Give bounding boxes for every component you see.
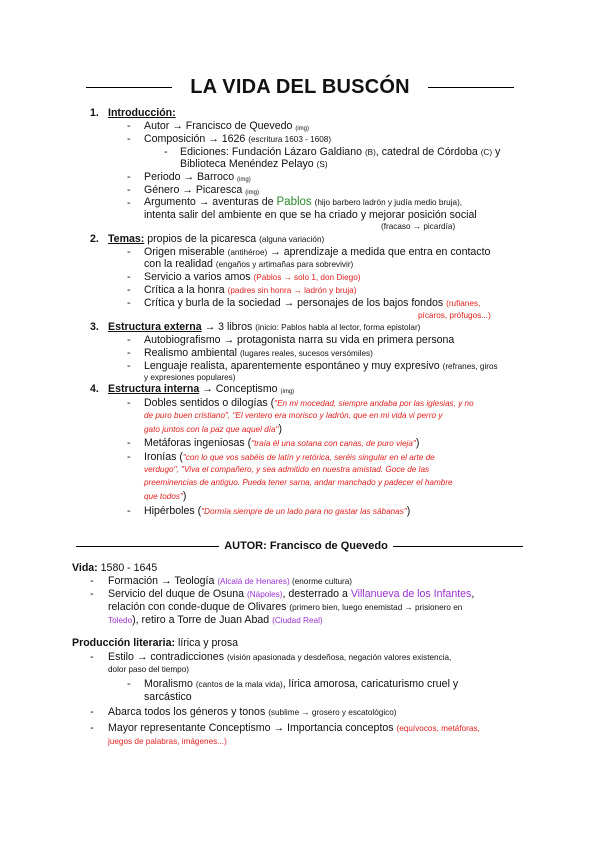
bullet-dash: - — [127, 246, 131, 258]
ediciones-line-1: Ediciones: Fundación Lázaro Galdiano (B), catedral de Córdoba (C) y — [180, 146, 501, 158]
bullet-dash: - — [127, 334, 131, 346]
argumento-line-1: Argumento → aventuras de Pablos (hijo barbero ladrón y judía medio bruja), — [144, 196, 463, 208]
externa-1-line: Autobiografismo → protagonista narra su vida en primera persona — [144, 334, 455, 346]
vida-line: Vida: 1580 - 1645 — [72, 562, 158, 574]
externa-2-line: Realismo ambiental (lugares reales, sucesos versómiles) — [144, 347, 373, 359]
sub-bullet-dash: - — [164, 146, 168, 158]
ediciones-line-2: Biblioteca Menéndez Pelayo (S) — [180, 158, 328, 170]
tema-1-line-1: Origen miserable (antihéroe) → aprendizaje a medida que entra en contacto — [144, 246, 491, 258]
bullet-dash: - — [127, 133, 131, 145]
servicio-line-3: Toledo), retiro a Torre de Juan Abad (Ciudad Real) — [108, 614, 323, 626]
bullet-dash: - — [90, 706, 94, 718]
bullet-dash: - — [127, 284, 131, 296]
bullet-dash: - — [90, 575, 94, 587]
ironias-line-4: que todos") — [144, 490, 187, 502]
composicion-line: Composición → 1626 (escritura 1603 - 1608) — [144, 133, 332, 145]
section-3-number: 3. — [90, 321, 99, 333]
externa-3-line-2: y expresiones populares) — [144, 373, 236, 382]
bullet-dash: - — [127, 347, 131, 359]
title-rule-right — [428, 87, 514, 88]
bullet-dash: - — [90, 722, 94, 734]
sub-bullet-dash: - — [127, 678, 131, 690]
produccion-line: Producción literaria: lírica y prosa — [72, 637, 239, 649]
dilogias-line-3: gato juntos con la paz que aquel día") — [144, 423, 282, 435]
section-2-number: 2. — [90, 233, 99, 245]
servicio-line-2: relación con conde-duque de Olivares (primero bien, luego enemistad → prisionero en — [108, 601, 463, 613]
bullet-dash: - — [127, 360, 131, 372]
ironias-line-3: preeminencias de antiguo. Pueda tener sarna, andar manchado y padecer el hambre — [144, 478, 453, 487]
formacion-line: Formación → Teología (Alcalá de Henares) (enorme cultura) — [108, 575, 353, 587]
ironias-line-1: Ironías ("con lo que vos sabéis de latín y retórica, seréis singular en el arte de — [144, 451, 435, 463]
argumento-line-2: intenta salir del ambiente en que se ha criado y mejorar posición social — [144, 209, 477, 221]
metaforas-line: Metáforas ingeniosas ("traía él una sotana con canas, de puro vieja") — [144, 437, 420, 449]
estilo-line-2: dolor paso del tiempo) — [108, 665, 190, 674]
bullet-dash: - — [127, 397, 131, 409]
abarca-line: Abarca todos los géneros y tonos (sublime → grosero y escatológico) — [108, 706, 397, 718]
bullet-dash: - — [127, 171, 131, 183]
argumento-line-3: (fracaso → picardía) — [381, 222, 456, 231]
hiperboles-line: Hipérboles ("Dormía siempre de un lado para no gastar las sábanas") — [144, 505, 411, 517]
tema-3-line: Crítica a la honra (padres sin honra → ladrón y bruja) — [144, 284, 357, 296]
genero-line: Género → Picaresca (img) — [144, 184, 259, 196]
autor-line: Autor → Francisco de Quevedo (img) — [144, 120, 310, 132]
dilogias-line-1: Dobles sentidos o dilogías ("En mi mocedad, siempre andaba por las iglesias, y no — [144, 397, 474, 409]
tema-4-line-2: pícaros, prófugos...) — [418, 311, 491, 320]
section-4-heading: Estructura interna → Conceptismo (img) — [108, 383, 295, 395]
bullet-dash: - — [90, 651, 94, 663]
tema-2-line: Servicio a varios amos (Pablos → solo 1, don Diego) — [144, 271, 361, 283]
dilogias-line-2: de puro buen cristiano", "El ventero era morisco y ladrón, que en mi vida vi perro y — [144, 411, 443, 420]
ironias-line-2: verdugo", "Viva el compañero, y sea admitido en nuestra amistad. Goce de las — [144, 465, 430, 474]
author-rule-right — [393, 546, 523, 547]
bullet-dash: - — [90, 588, 94, 600]
bullet-dash: - — [127, 451, 131, 463]
moralismo-line-2: sarcástico — [144, 691, 192, 703]
author-heading: AUTOR: Francisco de Quevedo — [224, 540, 388, 552]
bullet-dash: - — [127, 271, 131, 283]
section-1-number: 1. — [90, 107, 99, 119]
section-1-heading: Introducción: — [108, 107, 176, 119]
tema-4-line-1: Crítica y burla de la sociedad → personajes de los bajos fondos (rufianes, — [144, 297, 481, 309]
bullet-dash: - — [127, 197, 131, 209]
bullet-dash: - — [127, 437, 131, 449]
moralismo-line-1: Moralismo (cantos de la mala vida), lírica amorosa, caricaturismo cruel y — [144, 678, 459, 690]
bullet-dash: - — [127, 184, 131, 196]
author-rule-left — [76, 546, 219, 547]
externa-3-line-1: Lenguaje realista, aparentemente espontáneo y muy expresivo (refranes, giros — [144, 360, 498, 372]
estilo-line-1: Estilo → contradicciones (visión apasionada y desdeñosa, negación valores existencia, — [108, 651, 452, 663]
bullet-dash: - — [127, 505, 131, 517]
bullet-dash: - — [127, 297, 131, 309]
title-row — [0, 74, 600, 100]
title-rule-left — [86, 87, 172, 88]
periodo-line: Periodo → Barroco (img) — [144, 171, 251, 183]
mayor-line-1: Mayor representante Conceptismo → Importancia conceptos (equívocos, metáforas, — [108, 722, 480, 734]
page-title: LA VIDA DEL BUSCÓN — [190, 76, 410, 98]
servicio-line-1: Servicio del duque de Osuna (Nápoles), desterrado a Villanueva de los Infantes, — [108, 588, 475, 600]
section-3-heading: Estructura externa → 3 libros (inicio: Pablos habla al lector, forma epistolar) — [108, 321, 421, 333]
mayor-line-2: juegos de palabras, imágenes...) — [108, 737, 227, 746]
section-2-heading: Temas: propios de la picaresca (alguna variación) — [108, 233, 325, 245]
section-4-number: 4. — [90, 383, 99, 395]
tema-1-line-2: con la realidad (engaños y artimañas para sobrevivir) — [144, 258, 354, 270]
bullet-dash: - — [127, 120, 131, 132]
